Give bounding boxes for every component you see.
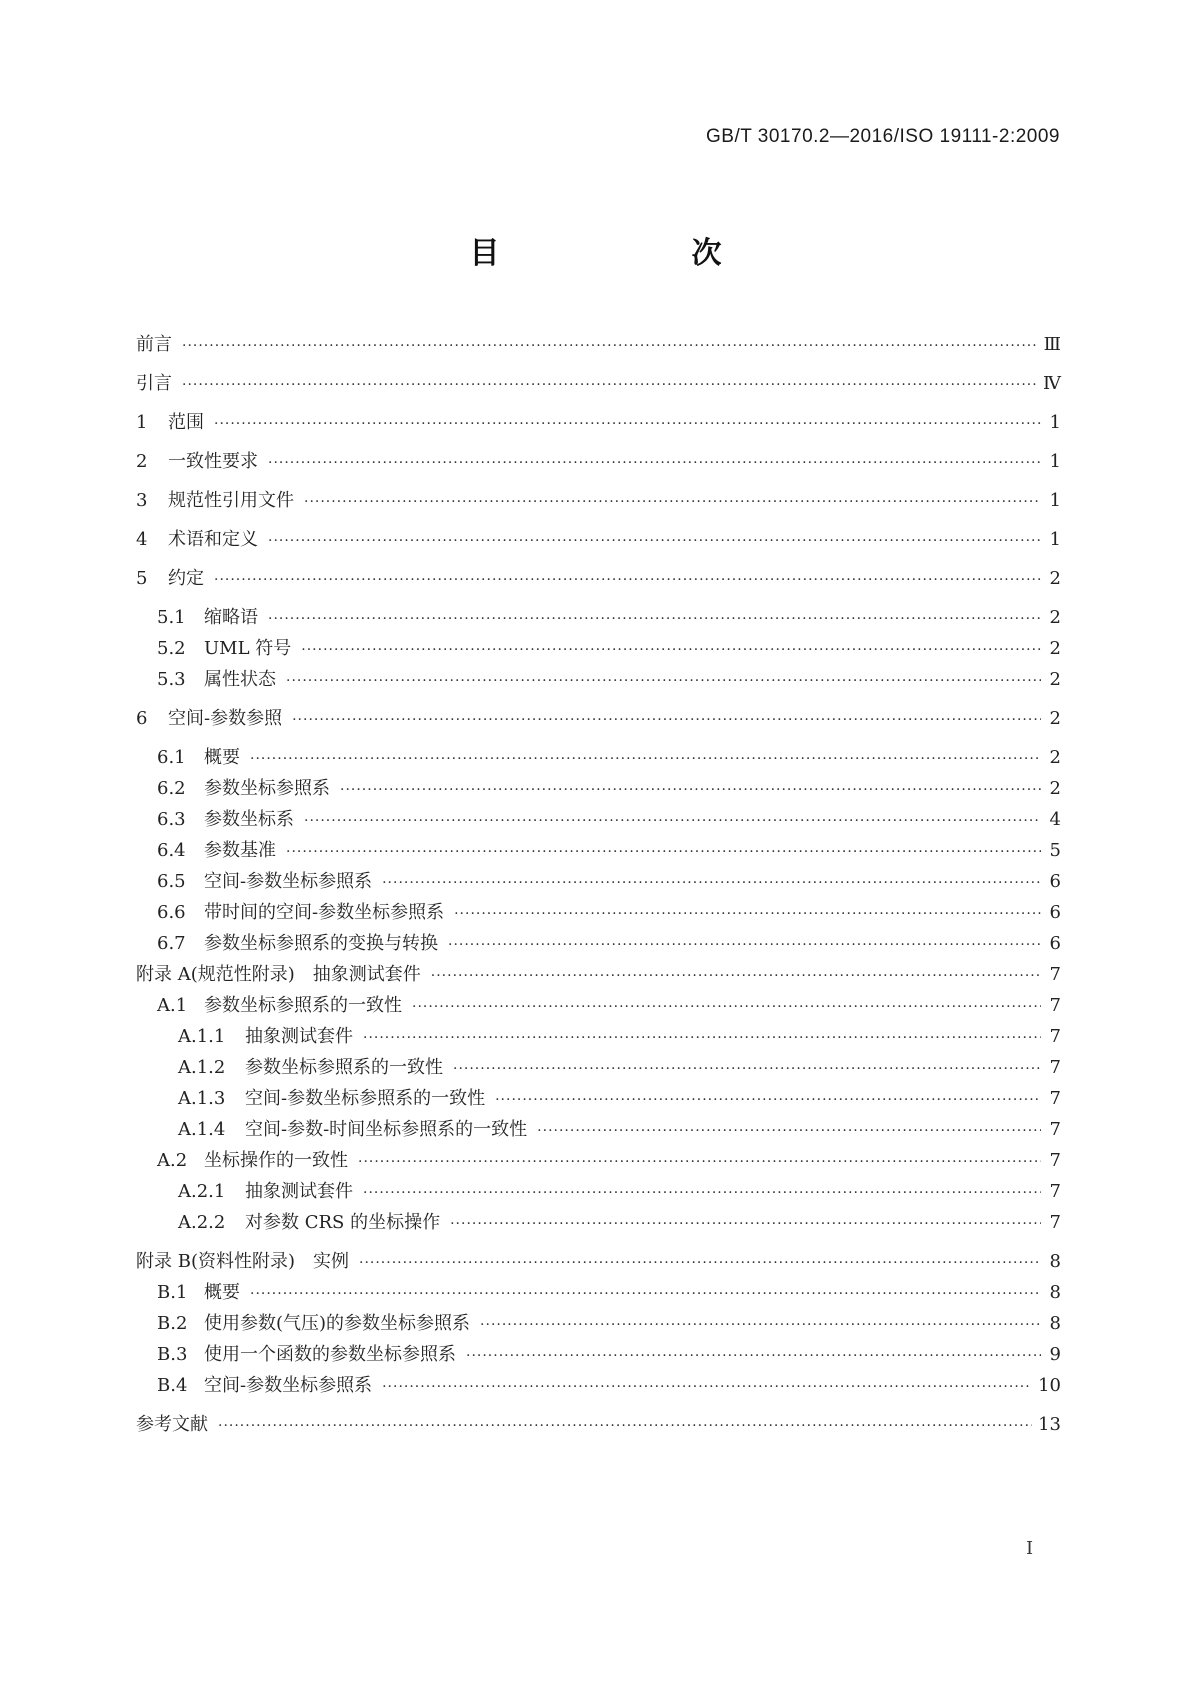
toc-page-number: 5 [1049, 840, 1061, 861]
toc-entry-number: 2 [136, 451, 148, 472]
toc-entry-a-1-2[interactable] [136, 1052, 1061, 1083]
toc-entry-text: 参数坐标系 [204, 809, 294, 830]
toc-entry-terms[interactable] [136, 524, 1061, 555]
toc-entry-a-1-1[interactable] [136, 1021, 1061, 1052]
toc-entry-6-3[interactable] [136, 804, 1061, 835]
toc-leader-dots [453, 1054, 1041, 1085]
toc-page-number: 7 [1049, 1212, 1061, 1233]
toc-leader-dots [450, 1209, 1041, 1240]
toc-entry-number: 附录 B [136, 1251, 191, 1272]
toc-entry-number: 5 [136, 568, 148, 589]
toc-entry-a-1[interactable] [136, 990, 1061, 1021]
toc-leader-dots [301, 635, 1041, 666]
toc-entry-text: 术语和定义 [168, 529, 258, 550]
toc-entry-text: 规范性引用文件 [168, 490, 294, 511]
toc-page-number: 8 [1049, 1282, 1061, 1303]
toc-entry-number: B.1 [157, 1282, 188, 1303]
toc-entry-number: 6.5 [157, 871, 186, 892]
toc-leader-dots [182, 331, 1038, 362]
toc-entry-6-6[interactable] [136, 897, 1061, 928]
toc-entry-b-4[interactable] [136, 1370, 1061, 1401]
toc-entry-number: 4 [136, 529, 148, 550]
toc-page-number: 7 [1049, 964, 1061, 985]
toc-leader-dots [304, 806, 1041, 837]
toc-leader-dots [340, 775, 1041, 806]
toc-entry-text: 参考文献 [136, 1414, 208, 1435]
toc-entry-a-1-3[interactable] [136, 1083, 1061, 1114]
toc-entry-text: 抽象测试套件 [245, 1181, 353, 1202]
toc-entry-spatio-parametric[interactable] [136, 703, 1061, 734]
footer-page-number: I [1026, 1538, 1034, 1559]
toc-entry-text: 一致性要求 [168, 451, 258, 472]
toc-entry-text: 带时间的空间-参数坐标参照系 [204, 902, 445, 923]
toc-entry-text: 空间-参数坐标参照系的一致性 [245, 1088, 486, 1109]
toc-leader-dots [537, 1116, 1041, 1147]
toc-leader-dots [218, 1411, 1032, 1442]
toc-entry-text: 使用参数(气压)的参数坐标参照系 [204, 1313, 471, 1334]
toc-page-number: 7 [1049, 1088, 1061, 1109]
toc-leader-dots [214, 409, 1041, 440]
toc-entry-6-5[interactable] [136, 866, 1061, 897]
toc-entry-text: 属性状态 [204, 669, 276, 690]
toc-page-number: 2 [1049, 708, 1061, 729]
toc-leader-dots [268, 604, 1041, 635]
toc-entry-number: 6.7 [157, 933, 186, 954]
toc-entry-number: A.1.3 [178, 1088, 226, 1109]
toc-entry-number: 5.3 [157, 669, 186, 690]
toc-entry-text: 空间-参数参照 [168, 708, 283, 729]
toc-entry-b-1[interactable] [136, 1277, 1061, 1308]
toc-entry-number: 5.1 [157, 607, 186, 628]
toc-leader-dots [358, 1147, 1041, 1178]
toc-page-number: 1 [1049, 490, 1061, 511]
toc-leader-dots [286, 837, 1041, 868]
toc-leader-dots [268, 526, 1041, 557]
toc-entry-scope[interactable] [136, 407, 1061, 438]
toc-page-number: 2 [1049, 568, 1061, 589]
toc-leader-dots [182, 370, 1037, 401]
toc-page-number: Ⅳ [1043, 373, 1061, 394]
toc-entry-a-1-4[interactable] [136, 1114, 1061, 1145]
toc-leader-dots [412, 992, 1041, 1023]
toc-entry-number: 5.2 [157, 638, 186, 659]
toc-page-number: 7 [1049, 1150, 1061, 1171]
toc-entry-number: 6.6 [157, 902, 186, 923]
toc-entry-number: B.4 [157, 1375, 188, 1396]
toc-leader-dots [448, 930, 1041, 961]
toc-leader-dots [382, 1372, 1032, 1403]
toc-entry-a-2-2[interactable] [136, 1207, 1061, 1238]
toc-entry-5-2[interactable] [136, 633, 1061, 664]
toc-entry-text: 缩略语 [204, 607, 258, 628]
toc-entry-text: 坐标操作的一致性 [204, 1150, 348, 1171]
toc-entry-b-2[interactable] [136, 1308, 1061, 1339]
toc-entry-number: 6.1 [157, 747, 186, 768]
toc-entry-text: 参数坐标参照系的一致性 [204, 995, 402, 1016]
toc-page-number: 9 [1049, 1344, 1061, 1365]
toc-entry-annex-a[interactable] [136, 959, 1061, 990]
toc-leader-dots [214, 565, 1041, 596]
toc-entry-number: A.1.1 [178, 1026, 226, 1047]
toc-entry-6-4[interactable] [136, 835, 1061, 866]
toc-leader-dots [268, 448, 1041, 479]
toc-entry-number: A.2 [157, 1150, 188, 1171]
toc-page-number: 7 [1049, 1057, 1061, 1078]
toc-entry-text: UML 符号 [204, 638, 292, 659]
toc-entry-a-2-1[interactable] [136, 1176, 1061, 1207]
toc-page-number: 7 [1049, 1119, 1061, 1140]
toc-leader-dots [480, 1310, 1041, 1341]
toc-page-number: 6 [1049, 902, 1061, 923]
toc-entry-a-2[interactable] [136, 1145, 1061, 1176]
toc-entry-text: 空间-参数坐标参照系 [204, 1375, 373, 1396]
toc-entry-number: A.1.2 [178, 1057, 226, 1078]
toc-page-number: 7 [1049, 995, 1061, 1016]
toc-leader-dots [359, 1248, 1041, 1279]
toc-page-number: 10 [1038, 1375, 1061, 1396]
toc-entry-preface[interactable] [136, 329, 1061, 360]
toc-entry-number: 1 [136, 412, 148, 433]
toc-leader-dots [431, 961, 1041, 992]
toc-page-number: 13 [1038, 1414, 1061, 1435]
toc-entry-number: 6.2 [157, 778, 186, 799]
toc-entry-number: 6.3 [157, 809, 186, 830]
toc-entry-6-7[interactable] [136, 928, 1061, 959]
toc-page-number: 1 [1049, 412, 1061, 433]
toc-entry-text: 概要 [204, 747, 240, 768]
toc-page-number: 2 [1049, 747, 1061, 768]
toc-entry-text: 抽象测试套件 [245, 1026, 353, 1047]
toc-entry-text: 对参数 CRS 的坐标操作 [245, 1212, 441, 1233]
toc-entry-text: 空间-参数坐标参照系 [204, 871, 373, 892]
toc-entry-6-1[interactable] [136, 742, 1061, 773]
toc-entry-introduction[interactable] [136, 368, 1061, 399]
toc-entry-text: (资料性附录) 实例 [190, 1251, 349, 1272]
toc-page-number: 8 [1049, 1313, 1061, 1334]
toc-page-number: 1 [1049, 529, 1061, 550]
toc-entry-text: 使用一个函数的参数坐标参照系 [204, 1344, 456, 1365]
toc-entry-text: 参数坐标参照系的一致性 [245, 1057, 443, 1078]
toc-leader-dots [495, 1085, 1041, 1116]
toc-page-number: 2 [1049, 638, 1061, 659]
toc-entry-text: 空间-参数-时间坐标参照系的一致性 [245, 1119, 528, 1140]
toc-page-number: 7 [1049, 1026, 1061, 1047]
toc-page-number: Ⅲ [1043, 334, 1061, 355]
toc-entry-number: B.2 [157, 1313, 188, 1334]
toc-entry-text: (规范性附录) 抽象测试套件 [190, 964, 421, 985]
table-of-contents [136, 329, 1061, 1440]
toc-page-number: 1 [1049, 451, 1061, 472]
toc-entry-number: A.2.2 [178, 1212, 226, 1233]
toc-entry-number: A.1.4 [178, 1119, 226, 1140]
toc-page-number: 8 [1049, 1251, 1061, 1272]
toc-leader-dots [250, 1279, 1041, 1310]
toc-entry-normative-references[interactable] [136, 485, 1061, 516]
toc-leader-dots [454, 899, 1041, 930]
toc-entry-number: 3 [136, 490, 148, 511]
toc-entry-number: 6 [136, 708, 148, 729]
toc-entry-text: 范围 [168, 412, 204, 433]
toc-entry-bibliography[interactable] [136, 1409, 1061, 1440]
toc-entry-conventions[interactable] [136, 563, 1061, 594]
toc-entry-5-1[interactable] [136, 602, 1061, 633]
toc-entry-text: 引言 [136, 373, 172, 394]
toc-entry-text: 参数坐标参照系的变换与转换 [204, 933, 438, 954]
toc-page-number: 6 [1049, 933, 1061, 954]
toc-entry-b-3[interactable] [136, 1339, 1061, 1370]
toc-page-number: 2 [1049, 607, 1061, 628]
toc-entry-number: A.2.1 [178, 1181, 226, 1202]
toc-entry-text: 参数坐标参照系 [204, 778, 330, 799]
toc-entry-6-2[interactable] [136, 773, 1061, 804]
toc-leader-dots [304, 487, 1041, 518]
toc-entry-text: 约定 [168, 568, 204, 589]
toc-entry-number: B.3 [157, 1344, 188, 1365]
toc-entry-number: 6.4 [157, 840, 186, 861]
toc-page-number: 2 [1049, 669, 1061, 690]
toc-leader-dots [363, 1023, 1041, 1054]
toc-page-number: 4 [1049, 809, 1061, 830]
toc-leader-dots [363, 1178, 1041, 1209]
toc-leader-dots [250, 744, 1041, 775]
toc-page-number: 6 [1049, 871, 1061, 892]
toc-entry-text: 参数基准 [204, 840, 276, 861]
toc-leader-dots [286, 666, 1041, 697]
toc-entry-5-3[interactable] [136, 664, 1061, 695]
standard-code: GB/T 30170.2—2016/ISO 19111-2:2009 [706, 126, 1060, 147]
toc-page-number: 7 [1049, 1181, 1061, 1202]
toc-entry-text: 概要 [204, 1282, 240, 1303]
toc-leader-dots [382, 868, 1041, 899]
toc-entry-conformance[interactable] [136, 446, 1061, 477]
toc-leader-dots [292, 705, 1041, 736]
page-title: 目 次 [469, 236, 766, 271]
toc-entry-number: A.1 [157, 995, 188, 1016]
toc-entry-number: 附录 A [136, 964, 191, 985]
toc-page-number: 2 [1049, 778, 1061, 799]
toc-entry-annex-b[interactable] [136, 1246, 1061, 1277]
toc-entry-text: 前言 [136, 334, 172, 355]
toc-leader-dots [466, 1341, 1041, 1372]
